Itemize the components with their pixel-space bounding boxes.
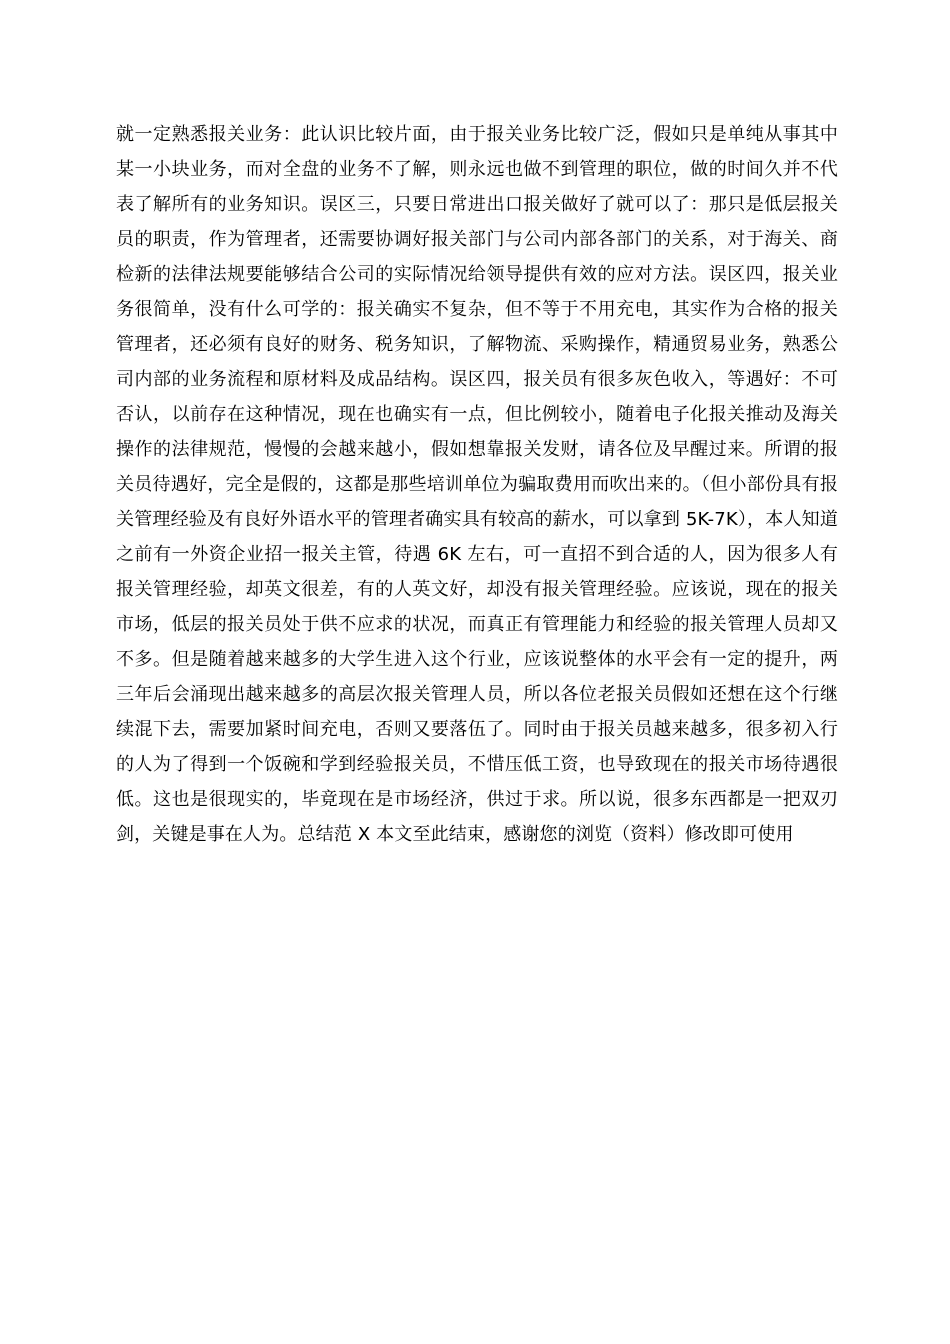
body-paragraph: 就一定熟悉报关业务：此认识比较片面，由于报关业务比较广泛，假如只是单纯从事其中某一小块业务，而对全盘的业务不了解，则永远也做不到管理的职位，做的时间久并不代表了解所有的业务知识。误区三，只要日常进出口报关做好了就可以了：那只是低层报关员的职责，作为管理者，还需要协调好报关部门与公司内部各部门的关系，对于海关、商检新的法律法规要能够结合公司的实际情况给领导提供有效的应对方法。误区四，报关业务很简单，没有什么可学的：报关确实不复杂，但不等于不用充电，其实作为合格的报关管理者，还必须有良好的财务、税务知识，了解物流、采购操作，精通贸易业务，熟悉公司内部的业务流程和原材料及成品结构。误区四，报关员有很多灰色收入，等遇好：不可否认，以前存在这种情况，现在也确实有一点，但比例较小，随着电子化报关推动及海关操作的法律规范，慢慢的会越来越小，假如想靠报关发财，请各位及早醒过来。所谓的报关员待遇好，完全是假的，这都是那些培训单位为骗取费用而吹出来的。（但小部份具有报关管理经验及有良好外语水平的管理者确实具有较高的薪水，可以拿到 5K-7K），本人知道之前有一外资企业招一报关主管，待遇 6K 左右，可一直招不到合适的人，因为很多人有报关管理经验，却英文很差，有的人英文好，却没有报关管理经验。应该说，现在的报关市场，低层的报关员处于供不应求的状况，而真正有管理能力和经验的报关管理人员却又不多。但是随着越来越多的大学生进入这个行业，应该说整体的水平会有一定的提升，两三年后会涌现出越来越多的高层次报关管理人员，所以各位老报关员假如还想在这个行继续混下去，需要加紧时间充电，否则又要落伍了。同时由于报关员越来越多，很多初入行的人为了得到一个饭碗和学到经验报关员，不惜压低工资，也导致现在的报关市场待遇很低。这也是很现实的，毕竟现在是市场经济，供过于求。所以说，很多东西都是一把双刃剑，关键是事在人为。总结范 X 本文至此结束，感谢您的浏览（资料）修改即可使用 (116, 124, 838, 845)
